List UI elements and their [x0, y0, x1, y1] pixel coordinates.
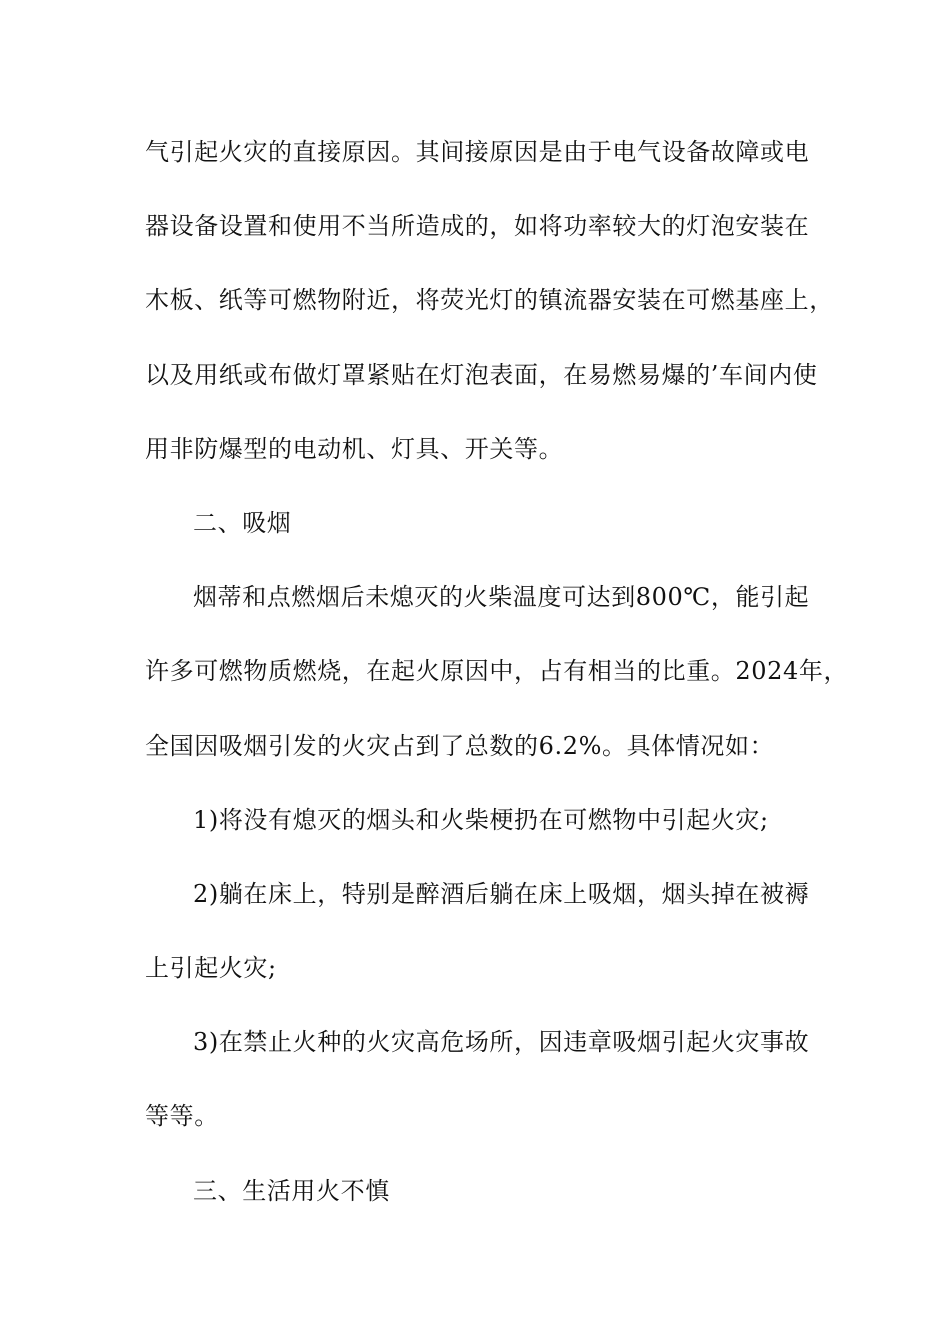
text-line: 烟蒂和点燃烟后未熄灭的火柴温度可达到800℃，能引起	[193, 583, 810, 612]
text-line: 全国因吸烟引发的火灾占到了总数的6.2%。具体情况如：	[145, 731, 775, 760]
text-line: 等等。	[145, 1102, 219, 1131]
section-heading-fire-use: 三、生活用火不慎	[193, 1176, 390, 1205]
text-line: 以及用纸或布做灯罩紧贴在灯泡表面，在易燃易爆的’车间内使	[145, 360, 818, 389]
list-item: 1)将没有熄灭的烟头和火柴梗扔在可燃物中引起火灾;	[193, 805, 769, 834]
text-line: 木板、纸等可燃物附近，将荧光灯的镇流器安装在可燃基座上，	[145, 286, 834, 315]
text-line: 许多可燃物质燃烧，在起火原因中，占有相当的比重。2024年，	[145, 657, 849, 686]
section-heading-smoking: 二、吸烟	[193, 508, 292, 537]
text-line: 气引起火灾的直接原因。其间接原因是由于电气设备故障或电	[145, 138, 810, 166]
list-item: 2)躺在床上，特别是醉酒后躺在床上吸烟，烟头掉在被褥	[193, 879, 810, 908]
list-item: 3)在禁止火种的火灾高危场所，因违章吸烟引起火灾事故	[193, 1028, 810, 1057]
document-body	[145, 115, 849, 1228]
text-line: 上引起火灾;	[145, 954, 277, 983]
text-line: 器设备设置和使用不当所造成的，如将功率较大的灯泡安装在	[145, 212, 810, 241]
text-line: 用非防爆型的电动机、灯具、开关等。	[145, 434, 564, 463]
